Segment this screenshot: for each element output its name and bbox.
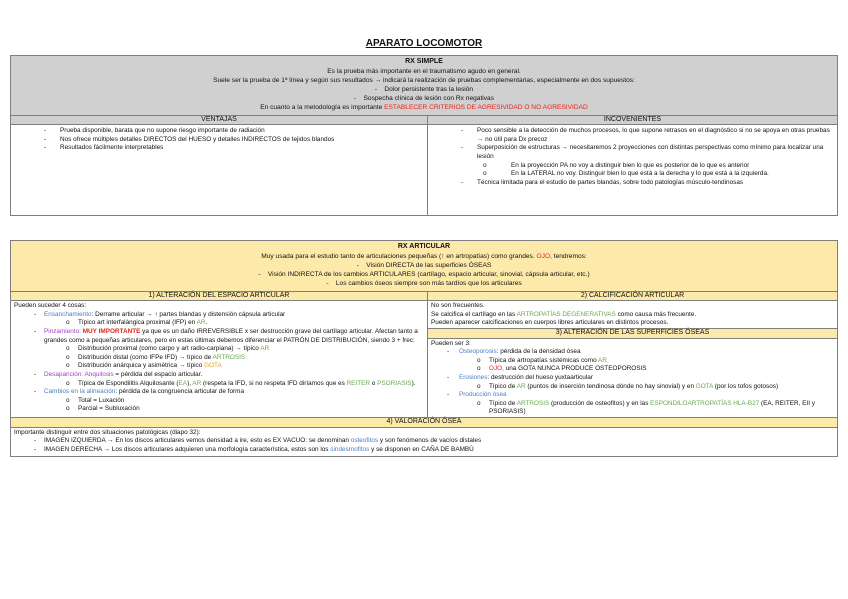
- rx-simple-intro1: Es la prueba más importante en el traumatismo agudo en general.: [327, 67, 521, 75]
- inconvenientes-list: [431, 127, 834, 187]
- section-2-line-3: Pueden aparecer calcificaciones en cuerpos libres articulares en distintos procesos.: [431, 319, 669, 327]
- rx-simple-supuesto-2: - Sospecha clínica de lesión con Rx negativas: [353, 94, 495, 102]
- list-item: o Típica de artropatías sistémicas como AR: [431, 357, 834, 366]
- list-item: o Típico art interfalángica proximal (IFP) en AR.: [14, 319, 424, 328]
- list-item-erosiones: - Erosiones: destrucción del hueso yuxtaarticular: [431, 374, 834, 383]
- rx-articular-point-2: - Visión INDIRECTA de los cambios ARTICULARES (cartílago, espacio articular, sinovial, cápsula articular, etc.): [258, 270, 590, 278]
- rx-articular-point-1: - Visión DIRECTA de las superficies ÓSEAS: [356, 261, 492, 269]
- list-item: o Parcial = Subluxación: [14, 405, 424, 414]
- list-item: o Típico de ARTROSIS (producción de osteofitos) y en las ESPONDILOARTROPATÍAS HLA-B27 (EA, REITER, EII y PSORIASIS): [431, 400, 834, 417]
- inconvenientes-cell: [428, 125, 838, 216]
- section-3-list: [431, 348, 834, 417]
- list-item: - Nos ofrece múltiples detalles DIRECTOS del HUESO y detalles INDIRECTOS de tejidos blandos: [14, 136, 424, 145]
- list-item: o Distribución distal (como IFPe IFD) → típico de ARTROSIS: [14, 354, 424, 363]
- section-4-intro: Importante distinguir entre dos situaciones patológicas (diapo 32):: [14, 428, 201, 436]
- rx-simple-supuesto-1: - Dolor persistente tras la lesión: [374, 85, 474, 93]
- rx-articular-intro: Muy usada para el estudio tanto de articulaciones pequeñas (↑ en artropatías) como grandes. OJO, tendremos:: [261, 252, 587, 260]
- list-item: o Total = Luxación: [14, 397, 424, 406]
- section-2-line-2: Se calcifica el cartílago en las ARTROPATÍAS DEGENERATIVAS como causa más frecuente.: [431, 310, 697, 318]
- list-item-desaparicion: - Desaparición: Anquilosis = pérdida del espacio articular.: [14, 371, 424, 380]
- rx-simple-intro2: Suele ser la prueba de 1ª línea y según sus resultados → indicará la realización de pruebas complementarias, especialmente en dos supuestos:: [213, 76, 635, 84]
- section-4-list: [14, 437, 834, 454]
- list-item-cambios-alineacion: - Cambios en la alineación: pérdida de la congruencia articular de forma: [14, 388, 424, 397]
- section-3-cell: [428, 338, 838, 417]
- section-2-line-1: No son frecuentes.: [431, 302, 485, 310]
- rx-articular-table: [10, 240, 838, 457]
- section-1-intro: Pueden suceder 4 cosas:: [14, 302, 87, 310]
- section-1-cell: [11, 301, 428, 418]
- section-1-list: [14, 311, 424, 414]
- list-item: - Resultados fácilmente interpretables: [14, 144, 424, 153]
- list-item: o OJO, una GOTA NUNCA PRODUCE OSTEOPOROSIS: [431, 365, 834, 374]
- rx-simple-header-cell: [11, 56, 838, 116]
- list-item: - Poco sensible a la detección de muchos procesos, lo que supone retrasos en el diagnóstico si no se apoya en otras pruebas → no útil para Dx precoz: [431, 127, 834, 144]
- section-2-cell: [428, 301, 838, 329]
- list-item: - IMAGEN DERECHA → Los discos articulares adquieren una morfología característica, estos son los sindesmofitos y se disponen en CAÑA DE BAMBÚ: [14, 446, 834, 455]
- list-item: - IMAGEN IZQUIERDA → En los discos articulares vemos densidad a ire, esto es EX VACUO: se denominan osteofitos y son fenómenos de vacíos distales: [14, 437, 834, 446]
- list-item: o Distribución anárquica y asimétrica → típico GOTA: [14, 362, 424, 371]
- list-item: o Típico de AR (puntos de inserción tendinosa dónde no hay sinovial) y en GOTA (por los tofos gotosos): [431, 383, 834, 392]
- rx-articular-header: RX ARTICULAR: [397, 243, 451, 250]
- section-3-intro: Pueden ser 3:: [431, 339, 471, 347]
- list-item: - Superposición de estructuras → necesitaremos 2 proyecciones con distintas perspectivas como mínimo para localizar una lesión: [431, 144, 834, 161]
- list-item: o En la proyección PA no voy a distinguir bien lo que es posterior de lo que es anterior: [431, 162, 834, 171]
- ventajas-cell: [11, 125, 428, 216]
- rx-articular-point-3: - Los cambios óseos siempre son más tardíos que los articulares: [326, 279, 522, 287]
- section-3-header: 3) ALTERACIÓN DE LAS SUPERFICIES ÓSEAS: [428, 328, 838, 338]
- list-item: - Técnica limitada para el estudio de partes blandas, sobre todo patologías músculo-tendinosas: [431, 179, 834, 188]
- rx-simple-table: [10, 55, 838, 216]
- ventajas-list: [14, 127, 424, 153]
- list-item: - Prueba disponible, barata que no supone riesgo importante de radiación: [14, 127, 424, 136]
- section-2-header: 2) CALCIFICACIÓN ARTICULAR: [428, 291, 838, 301]
- list-item-osteoporosis: - Osteoporosis: pérdida de la densidad ósea: [431, 348, 834, 357]
- list-item: o Típica de Espondilitis Alquilosante (EA), AR (respeta la IFD, si no respeta IFD diríamos que es REITER o PSORIASIS).: [14, 380, 424, 389]
- list-item: o En la LATERAL no voy. Distinguir bien lo que está a la derecha y lo que está a la izquierda.: [431, 170, 834, 179]
- list-item-produccion-osea: - Producción ósea: [431, 391, 834, 400]
- ventajas-header: VENTAJAS: [11, 115, 428, 125]
- list-item-ensanchamiento: - Ensanchamiento: Derrame articular → ↑ partes blandas y distensión cápsula articular: [14, 311, 424, 320]
- section-1-header: 1) ALTERACIÓN DEL ESPACIO ARTICULAR: [11, 291, 428, 301]
- rx-simple-methodology: En cuanto a la metodología es importante ESTABLECER CRITERIOS DE AGRESIVIDAD O NO AGRESIVIDAD: [260, 103, 588, 111]
- rx-simple-header: RX SIMPLE: [405, 58, 443, 65]
- section-4-cell: [11, 427, 838, 457]
- section-4-header: 4) VALORACIÓN ÓSEA: [11, 417, 838, 427]
- rx-articular-header-cell: [11, 241, 838, 292]
- inconvenientes-header: INCOVENIENTES: [428, 115, 838, 125]
- list-item-pinzamiento: - Pinzamiento: MUY IMPORTANTE ya que es un daño IRREVERSIBLE x ser destrucción grave del cartílago articular. Afectan tanto a grandes como a pequeñas articulares, pero en estas últimas debemos diferenciar el PATRÓN DE DISTRIBUCIÓN, siendo 3 + frec:: [14, 328, 424, 345]
- list-item: o Distribución proximal (como carpo y art radio-carpiana) → típico AR: [14, 345, 424, 354]
- page-title: APARATO LOCOMOTOR: [365, 38, 483, 49]
